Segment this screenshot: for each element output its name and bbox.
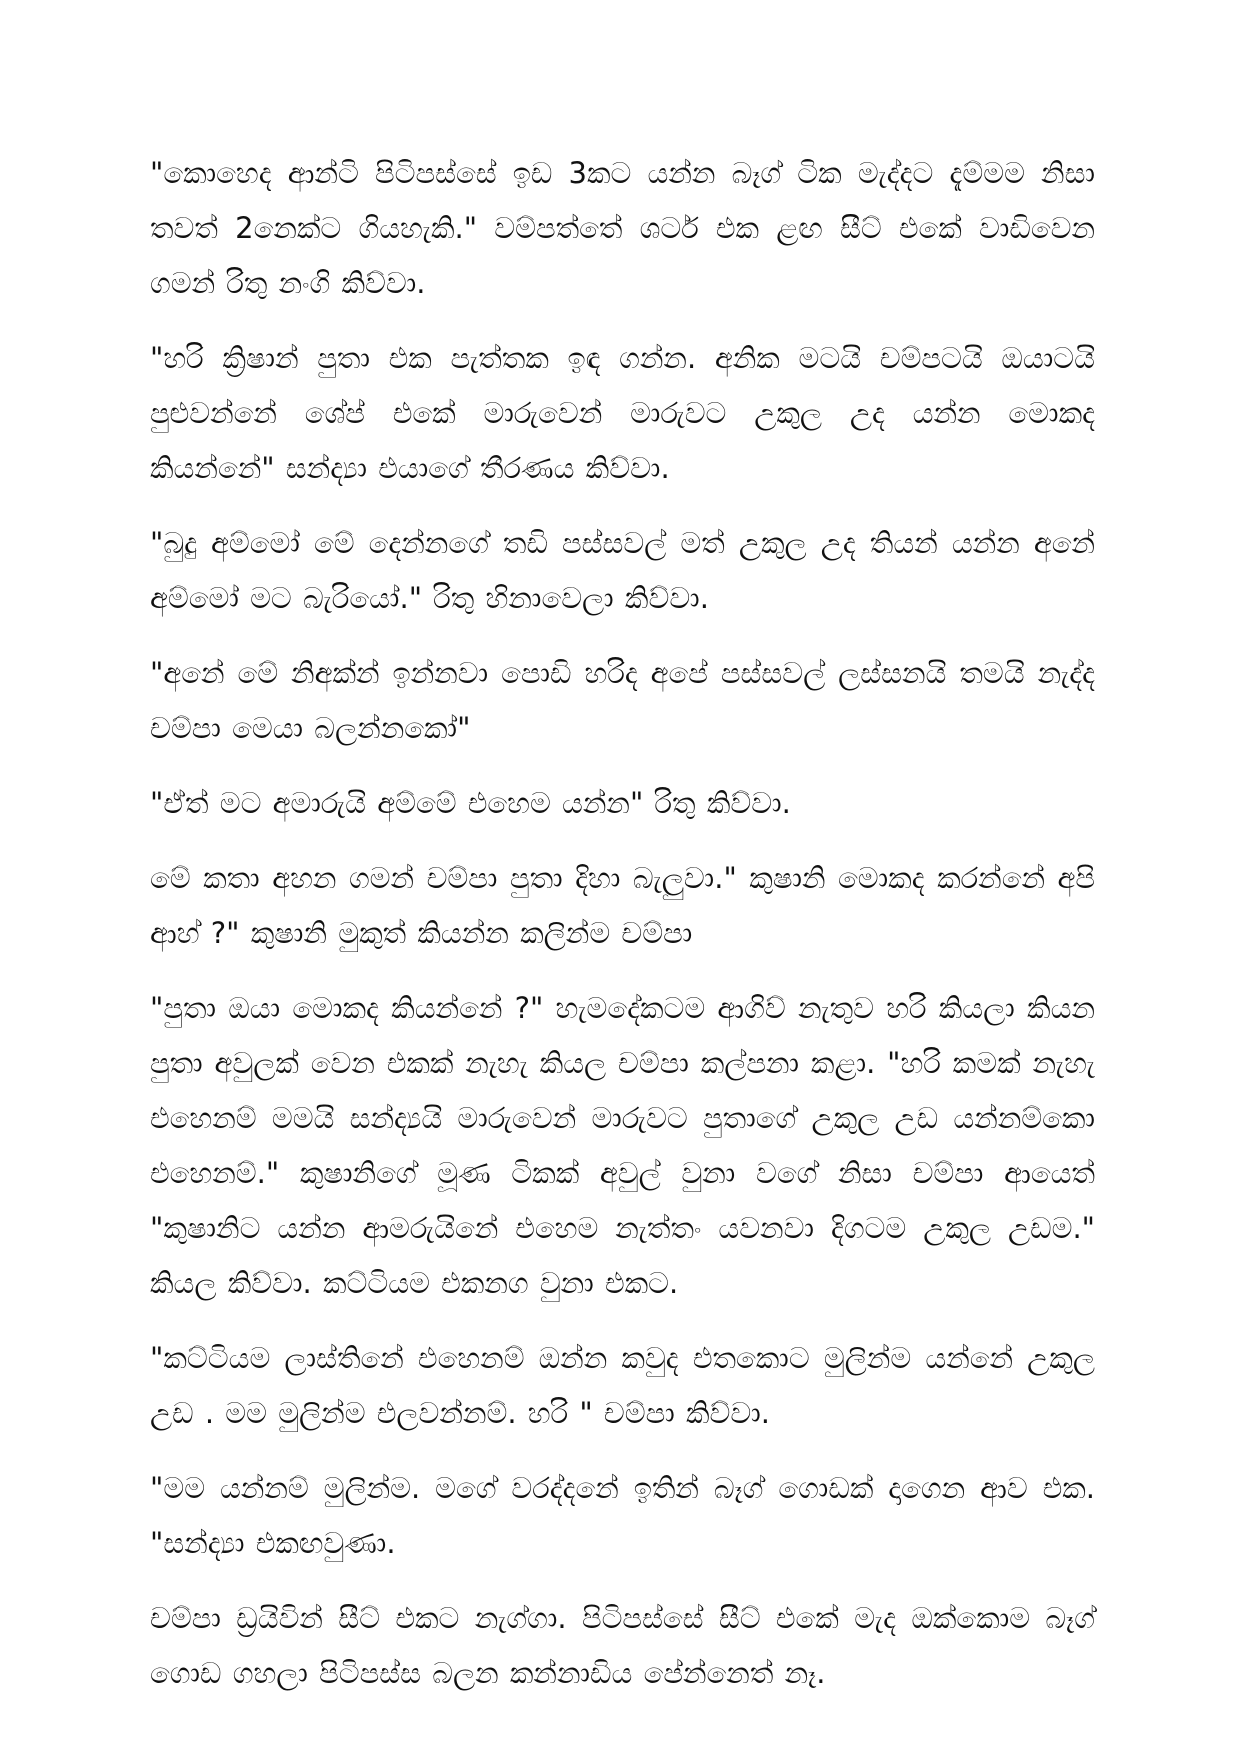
story-text [150, 146, 1095, 1721]
paragraph-9: "මම යන්නම් මුලින්ම. මගේ වරද්දනේ ඉතින් බෑග් ගොඩක් දාගෙන ආව එක. "සන්ද්‍යා එකඟවුණා. [150, 1471, 1095, 1560]
paragraph-8: "කට්ටියම ලාස්තිනේ එහෙනම් ඔන්න කවුද එතකොට මුලින්ම යන්නේ උකුල උඩ . මම මුලින්ම එලවන්නම්. හරි " චම්පා කිව්වා. [150, 1341, 1095, 1430]
paragraph-7: "පුතා ඔයා මොකද කියන්නේ ?" හැමදේකටම ආගිව් නැතුව හරි කියලා කියන පුතා අවුලක් වෙන එකක් නැහැ කියල චම්පා කල්පනා කළා. "හරි කමක් නැහැ එහෙනම් මමයි සන්ද්‍යයි මාරුවෙන් මාරුවට පුතාගේ උකුල උඩ යන්නම්කො එහෙනම්." කුෂානිගේ මූණ ටිකක් අවුල් වුනා වගේ නිසා චම්පා ආයෙත් "කුෂානිට යන්න ආමරුයිනේ එහෙම නැත්තං යවනවා දිගටම උකුල උඩම." කියල කිව්වා. කට්ටියම එකනග වුනා එකට. [150, 991, 1095, 1300]
paragraph-5: "ඒත් මට අමාරුයි අම්මේ එහෙම යන්න" රිතු කිව්වා. [150, 786, 791, 820]
paragraph-2: "හරි ක්‍රිෂාන් පුතා එක පැත්තක ඉඳ ගන්න. අනික මටයි චම්පටයි ඔයාටයි පුළුවන්නේ ශේප් එකේ මාරුවෙන් මාරුවට උකුල උද යන්න මොකද කියන්නේ" සන්ද්‍යා එයාගේ තීරණය කිව්වා. [150, 341, 1095, 485]
paragraph-3: "බුදු අම්මෝ මේ දෙන්නගේ තඩි පස්සවල් මත් උකුල උද තියන් යන්න අනේ අම්මෝ මට බැරියෝ." රිතු හිනාවෙලා කිව්වා. [150, 526, 1095, 615]
paragraph-6: මේ කතා අහන ගමන් චම්පා පුතා දිහා බැලුවා." කුෂානි මොකද කරන්නේ අපි ආහ් ?" කුෂානි මුකුත් කියන්න කලින්ම චම්පා [150, 861, 1095, 950]
paragraph-1: "කොහෙද ආන්ටි පිටිපස්සේ ඉඩ 3කට යන්න බෑග් ටික මැද්දට දැම්මම නිසා තවත් 2නෙක්ට ගියහැකි." වම්පත්තේ ශටර් එක ළඟ සීට් එකේ වාඩිවෙන ගමන් රිතු නංගි කිව්වා. [150, 156, 1095, 300]
paragraph-10: චම්පා ඩ්‍රයිවින් සීට් එකට නැග්ගා. පිටිපස්සේ සීට් එකේ මැද ඔක්කොම බෑග් ගොඩ ගහලා පිටිපස්ස බලන කන්නාඩිය පේන්නෙත් නෑ. [150, 1601, 1095, 1690]
paragraph-4: "අනේ මේ නිඅක්න් ඉන්නවා පොඩි හරිද අපේ පස්සවල් ලස්සනයි තමයි නැද්ද චම්පා මෙයා බලන්නකෝ" [150, 656, 1095, 745]
